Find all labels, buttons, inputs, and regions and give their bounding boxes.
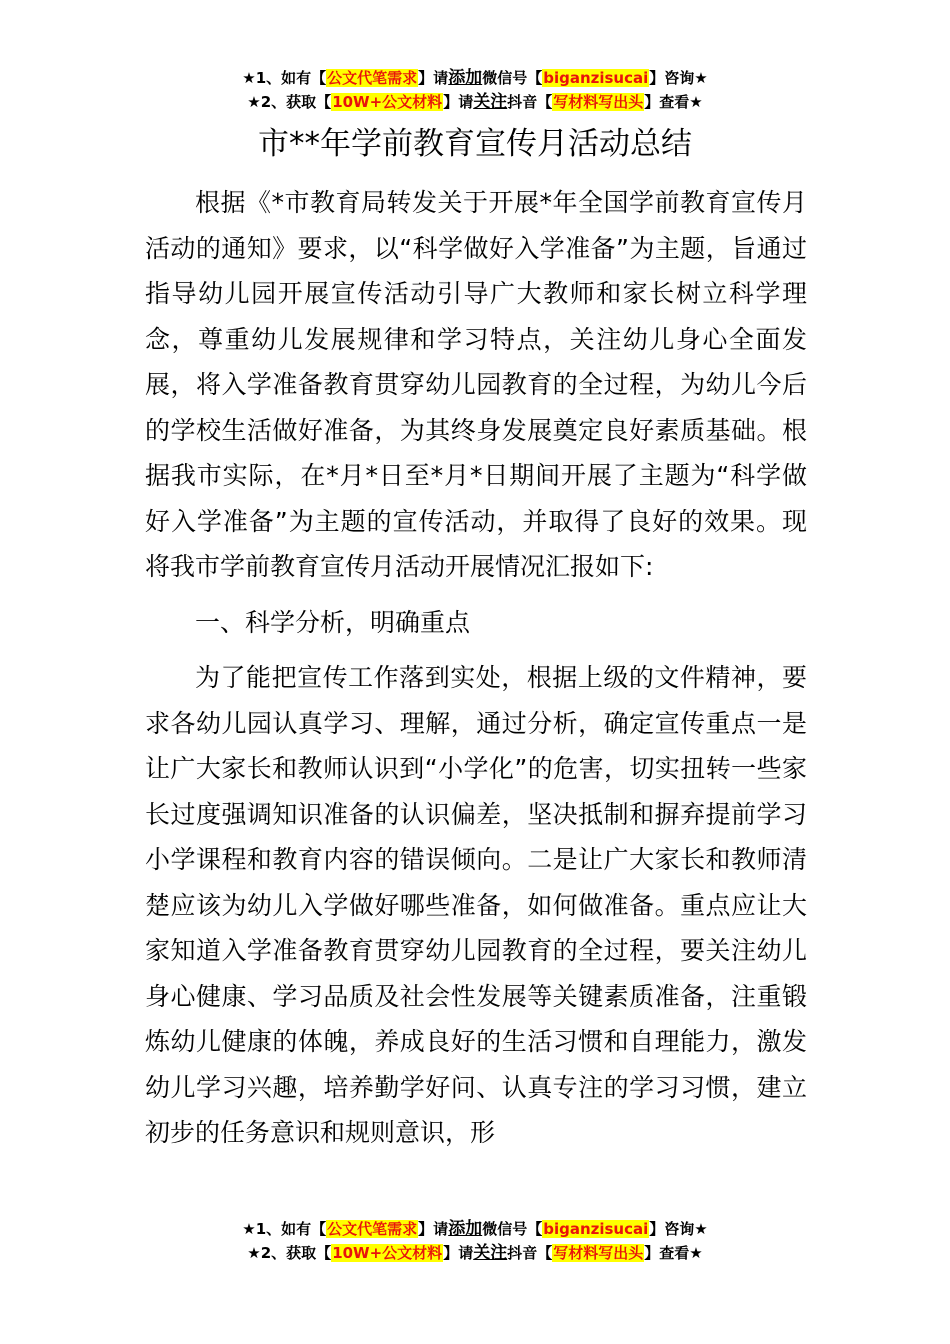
promo-text: 】请	[443, 93, 474, 111]
promo-text: 】咨询★	[649, 69, 708, 87]
promo-highlight-materials: 10W+公文材料	[332, 93, 443, 111]
document-title: 市**年学前教育宣传月活动总结	[258, 126, 692, 162]
promo-text: ★2、获取【	[247, 1244, 332, 1262]
promo-highlight-service: 公文代笔需求	[327, 69, 418, 87]
promo-line-1	[0, 66, 950, 90]
promo-line-2	[0, 90, 950, 114]
promo-line-1	[0, 1217, 950, 1241]
document-body	[145, 180, 807, 1156]
promo-text: 】查看★	[644, 1244, 703, 1262]
promo-line-2	[0, 1241, 950, 1265]
promo-emphasis: 关注	[473, 92, 508, 112]
promo-emphasis: 添加	[448, 68, 483, 88]
promo-text: ★1、如有【	[242, 1220, 327, 1238]
promo-highlight-douyin: 写材料写出头	[553, 93, 644, 111]
promo-banner-bottom	[0, 1217, 950, 1265]
promo-emphasis: 关注	[473, 1243, 508, 1263]
promo-highlight-wechat-id: biganzisucai	[543, 69, 649, 87]
section-heading: 一、科学分析，明确重点	[195, 607, 471, 637]
promo-emphasis: 添加	[448, 1219, 483, 1239]
promo-highlight-wechat-id: biganzisucai	[543, 1220, 649, 1238]
promo-text: ★1、如有【	[242, 69, 327, 87]
promo-text: 】请	[418, 69, 449, 87]
promo-text: 】查看★	[644, 93, 703, 111]
paragraph-section-1: 为了能把宣传工作落到实处，根据上级的文件精神，要求各幼儿园认真学习、理解，通过分析，确定宣传重点一是让广大家长和教师认识到“小学化”的危害，切实扭转一些家长过度强调知识准备的认识偏差，坚决抵制和摒弃提前学习小学课程和教育内容的错误倾向。二是让广大家长和教师清楚应该为幼儿入学做好哪些准备，如何做准备。重点应让大家知道入学准备教育贯穿幼儿园教育的全过程，要关注幼儿身心健康、学习品质及社会性发展等关键素质准备，注重锻炼幼儿健康的体魄，养成良好的生活习惯和自理能力，激发幼儿学习兴趣，培养勤学好问、认真专注的学习习惯，建立初步的任务意识和规则意识，形	[145, 663, 807, 1147]
promo-text: 】请	[443, 1244, 474, 1262]
promo-text: 抖音【	[507, 93, 553, 111]
promo-highlight-service: 公文代笔需求	[327, 1220, 418, 1238]
promo-text: ★2、获取【	[247, 93, 332, 111]
promo-text: 】咨询★	[649, 1220, 708, 1238]
paragraph-intro: 根据《*市教育局转发关于开展*年全国学前教育宣传月活动的通知》要求，以“科学做好入学准备”为主题，旨通过指导幼儿园开展宣传活动引导广大教师和家长树立科学理念，尊重幼儿发展规律和学习特点，关注幼儿身心全面发展，将入学准备教育贯穿幼儿园教育的全过程，为幼儿今后的学校生活做好准备，为其终身发展奠定良好素质基础。根据我市实际，在*月*日至*月*日期间开展了主题为“科学做好入学准备”为主题的宣传活动，并取得了良好的效果。现将我市学前教育宣传月活动开展情况汇报如下:	[145, 188, 807, 581]
promo-text: 】请	[418, 1220, 449, 1238]
promo-text: 微信号【	[482, 69, 543, 87]
promo-text: 抖音【	[507, 1244, 553, 1262]
promo-highlight-douyin: 写材料写出头	[553, 1244, 644, 1262]
promo-text: 微信号【	[482, 1220, 543, 1238]
promo-banner-top	[0, 66, 950, 114]
promo-highlight-materials: 10W+公文材料	[332, 1244, 443, 1262]
